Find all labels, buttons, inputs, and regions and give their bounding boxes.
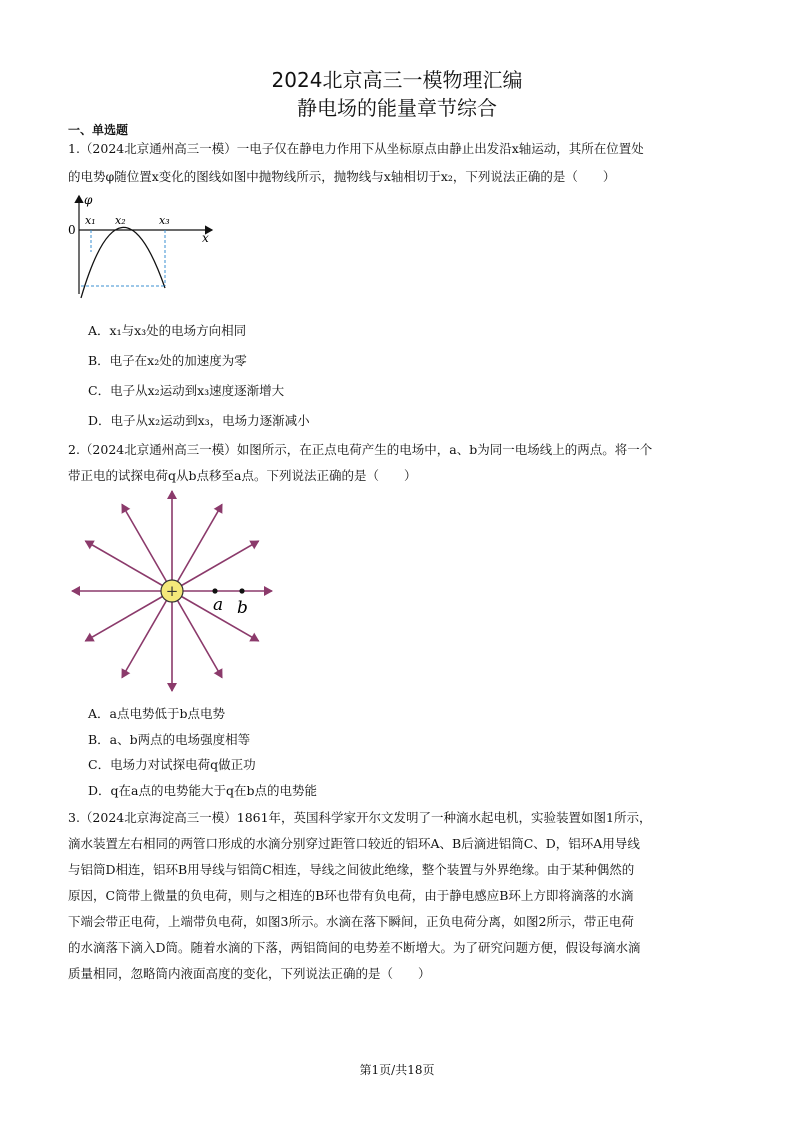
x2-label: x₂: [115, 214, 126, 227]
point-b-label: b: [237, 598, 248, 618]
phi-label: φ: [84, 193, 93, 207]
field-line: [182, 541, 259, 586]
x3-label: x₃: [159, 214, 170, 227]
q2-option-b: B．a、b两点的电场强度相等: [88, 732, 251, 747]
q3-stem-line1: 3.（2024北京海淀高三一模）1861年，英国科学家开尔文发明了一种滴水起电机，实验装置如图1所示，: [68, 810, 652, 825]
q2-electric-field-figure: [62, 486, 282, 696]
potential-parabola: [81, 227, 165, 298]
field-line: [122, 601, 167, 678]
field-line: [85, 541, 162, 586]
field-line: [122, 504, 167, 581]
q3-stem-line2: 滴水装置左右相同的两管口形成的水滴分别穿过距管口较近的铝环A、B后滴进铝筒C、D，铝环A用导线: [68, 836, 640, 851]
page-subtitle: 静电场的能量章节综合: [297, 96, 497, 120]
q1-option-b: B．电子在x₂处的加速度为零: [88, 353, 247, 368]
x1-label: x₁: [85, 214, 96, 227]
q3-stem-line6: 的水滴落下滴入D筒。随着水滴的下落，两铝筒间的电势差不断增大。为了研究问题方便，假设每滴水滴: [68, 940, 641, 955]
q1-option-c: C．电子从x₂运动到x₃速度逐渐增大: [88, 383, 285, 398]
x-label: x: [202, 231, 209, 245]
q2-option-c: C．电场力对试探电荷q做正功: [88, 757, 256, 772]
q1-option-d: D．电子从x₂运动到x₃，电场力逐渐减小: [88, 413, 310, 428]
field-line: [85, 597, 162, 642]
q3-stem-line5: 下端会带正电荷，上端带负电荷，如图3所示。水滴在落下瞬间，正负电荷分离，如图2所示，带正电荷: [68, 914, 634, 929]
q2-option-d: D．q在a点的电势能大于q在b点的电势能: [88, 783, 317, 798]
page-footer: 第1页/共18页: [359, 1063, 435, 1077]
section-heading: 一、单选题: [68, 123, 129, 137]
q2-stem-line2: 带正电的试探电荷q从b点移至a点。下列说法正确的是（ ）: [68, 468, 417, 483]
field-line: [178, 504, 223, 581]
q3-stem-line7: 质量相同，忽略筒内液面高度的变化，下列说法正确的是（ ）: [68, 966, 431, 981]
q3-stem-line4: 原因，C筒带上微量的负电荷，则与之相连的B环也带有负电荷，由于静电感应B环上方即将滴落的水滴: [68, 888, 634, 903]
point-b-dot: [239, 588, 244, 593]
point-a-label: a: [213, 595, 224, 615]
q1-potential-graph: [62, 190, 222, 300]
page-title: 2024北京高三一模物理汇编: [271, 68, 523, 92]
q2-stem-line1: 2.（2024北京通州高三一模）如图所示，在正点电荷产生的电场中，a、b为同一电场线上的两点。将一个: [68, 442, 653, 457]
q3-stem-line3: 与铝筒D相连，铝环B用导线与铝筒C相连，导线之间彼此绝缘，整个装置与外界绝缘。由于某种偶然的: [68, 862, 635, 877]
q1-option-a: A．x₁与x₃处的电场方向相同: [88, 323, 247, 338]
q1-stem-line2: 的电势φ随位置x变化的图线如图中抛物线所示，抛物线与x轴相切于x₂，下列说法正确的是（ ）: [68, 169, 616, 184]
point-a-dot: [212, 588, 217, 593]
q1-stem-line1: 1.（2024北京通州高三一模）一电子仅在静电力作用下从坐标原点由静止出发沿x轴运动，其所在位置处: [68, 141, 644, 156]
origin-label: 0: [68, 223, 76, 237]
q2-option-a: A．a点电势低于b点电势: [88, 706, 225, 721]
charge-sign: +: [165, 582, 179, 600]
